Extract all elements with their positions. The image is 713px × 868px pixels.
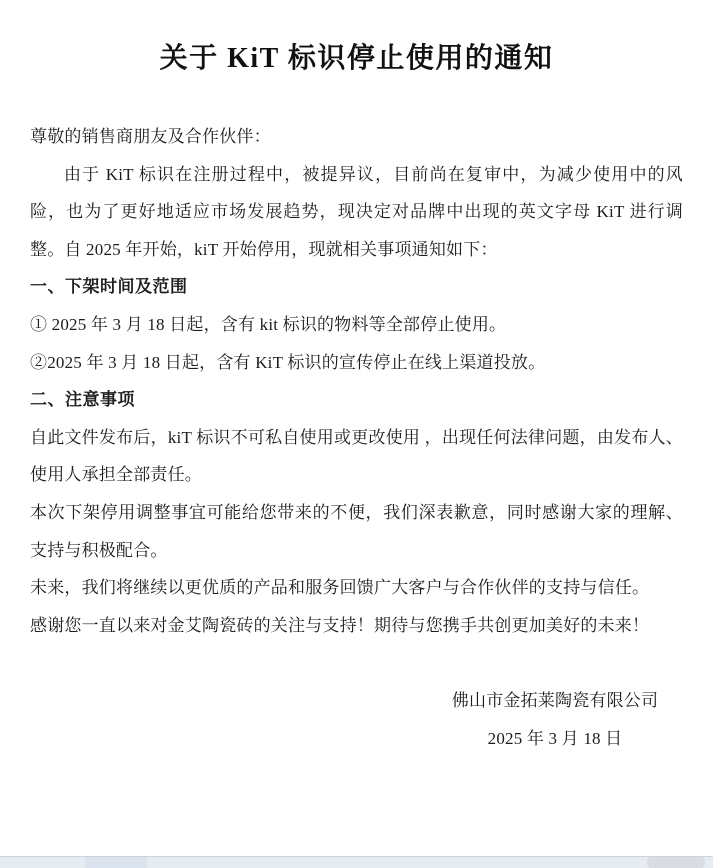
company-name: 佛山市金拓莱陶瓷有限公司 — [451, 690, 659, 710]
salutation: 尊敬的销售商朋友及合作伙伴： — [30, 127, 271, 146]
signature-block — [390, 682, 713, 757]
section2-paragraph-2: 本次下架停用调整事宜可能给您带来的不便，我们深表歉意，同时感谢大家的理解、支持与积极配合。 — [30, 502, 683, 560]
section2-paragraph-3: 未来，我们将继续以更优质的产品和服务回馈广大客户与合作伙伴的支持与信任。 — [30, 578, 650, 598]
notice-date: 2025 年 3 月 18 日 — [487, 728, 623, 748]
scrollbar-thumb[interactable] — [647, 857, 705, 868]
window-bottom-bar — [0, 856, 713, 868]
section2-paragraph-4: 感谢您一直以来对金艾陶瓷砖的关注与支持！期待与您携手共创更加美好的未来！ — [30, 615, 650, 635]
section1-heading: 一、下架时间及范围 — [30, 277, 188, 297]
section1-item-1: ① 2025 年 3 月 18 日起，含有 kit 标识的物料等全部停止使用。 — [30, 314, 507, 334]
section2-heading: 二、注意事项 — [30, 390, 135, 410]
document-body — [30, 118, 683, 757]
document-title: 关于 KiT 标识停止使用的通知 — [159, 43, 554, 74]
scrollbar-segment[interactable] — [85, 857, 147, 868]
intro-paragraph: 由于 KiT 标识在注册过程中，被提异议，目前尚在复审中，为减少使用中的风险，也为了更好地适应市场发展趋势，现决定对品牌中出现的英文字母 KiT 进行调整。自 2025 年开始，kiT 开始停用，现就相关事项通知如下： — [30, 164, 683, 259]
section1-item-2: ②2025 年 3 月 18 日起，含有 KiT 标识的宣传停止在线上渠道投放。 — [30, 352, 546, 372]
section2-paragraph-1: 自此文件发布后，kiT 标识不可私自使用或更改使用 ，出现任何法律问题，由发布人、使用人承担全部责任。 — [30, 427, 683, 485]
